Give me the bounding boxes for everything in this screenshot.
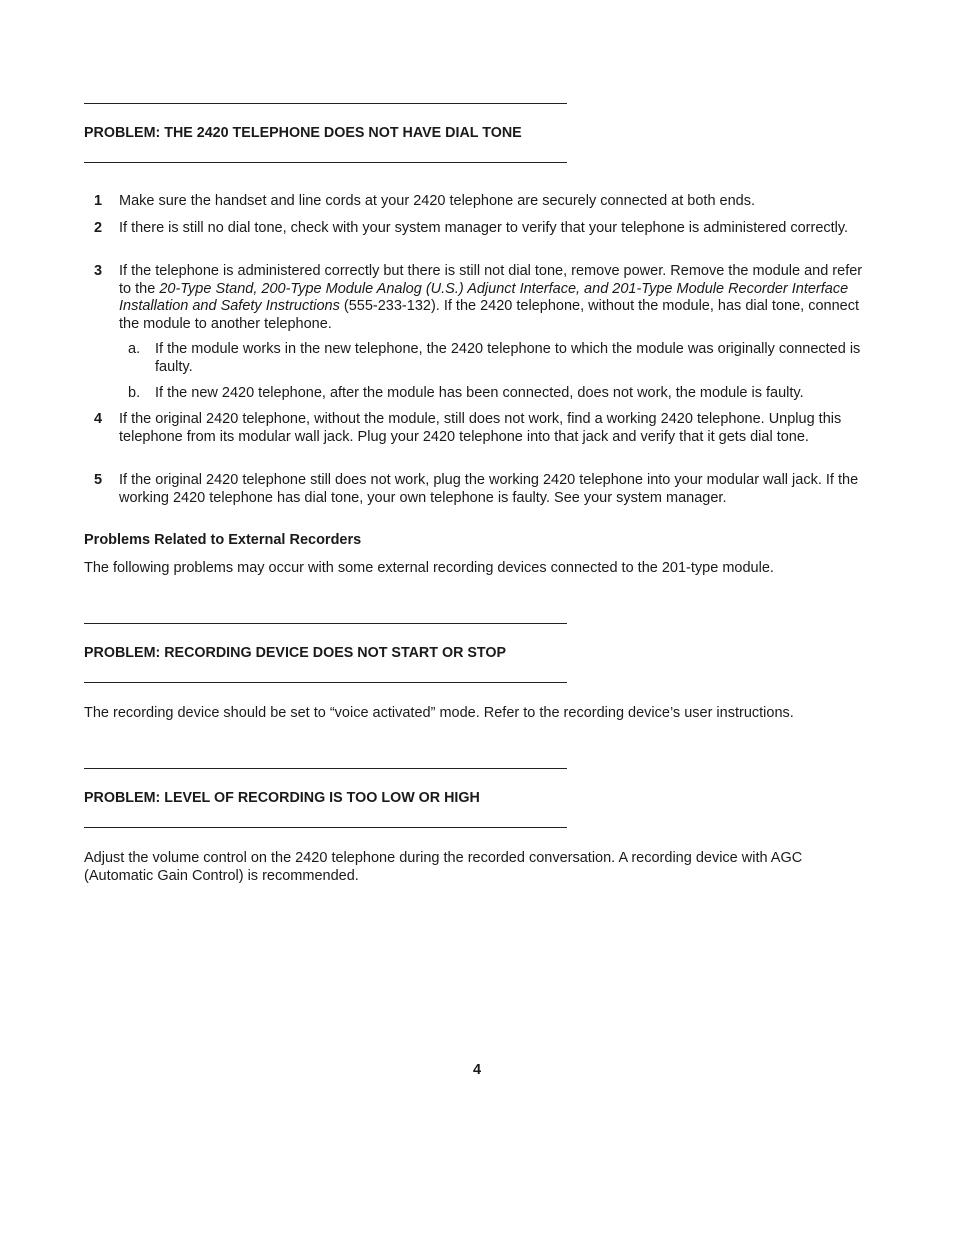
step-number: 3: [94, 263, 103, 279]
step-text: Make sure the handset and line cords at your 2420 telephone are securely connected at both ends.: [119, 193, 756, 209]
section-heading-recording-level: PROBLEM: LEVEL OF RECORDING IS TOO LOW OR HIGH: [84, 790, 480, 806]
step-number: 5: [94, 472, 103, 488]
step-text: If the original 2420 telephone still does not work, plug the working 2420 telephone into your modular wall jack. If the working 2420 telephone has dial tone, your own telephone is faulty. See your system manager.: [119, 472, 859, 506]
step-number: 4: [94, 411, 103, 427]
substep-letter: b.: [128, 385, 141, 401]
step-text: If there is still no dial tone, check with your system manager to verify that your telephone is administered correctly.: [119, 220, 849, 236]
substep-text: If the new 2420 telephone, after the module has been connected, does not work, the module is faulty.: [155, 385, 804, 401]
recorders-intro: The following problems may occur with some external recording devices connected to the 201-type module.: [84, 560, 774, 576]
document-title-reference: 20-Type Stand, 200-Type Module Analog (U.S.) Adjunct Interface, and 201-Type Module Recorder Interface Installation and Safety Instructions: [119, 280, 849, 314]
section-heading-recording-device: PROBLEM: RECORDING DEVICE DOES NOT START OR STOP: [84, 645, 507, 661]
step-text: [119, 263, 874, 333]
page-number: 4: [472, 1062, 482, 1078]
step-text-after: (555-233-132). If the 2420 telephone, without the module, has dial tone, connect the module to another telephone.: [119, 298, 859, 332]
heading-rule-top: [84, 623, 567, 624]
heading-rule-top: [84, 103, 567, 104]
step-number: 2: [94, 220, 103, 236]
step-number: 1: [94, 193, 103, 209]
heading-rule-bottom: [84, 827, 567, 828]
substep-letter: a.: [128, 341, 141, 357]
section-heading-dial-tone: PROBLEM: THE 2420 TELEPHONE DOES NOT HAVE DIAL TONE: [84, 125, 522, 141]
heading-rule-bottom: [84, 682, 567, 683]
heading-rule-top: [84, 768, 567, 769]
subheading-external-recorders: Problems Related to External Recorders: [84, 532, 362, 548]
recording-device-text: The recording device should be set to “voice activated” mode. Refer to the recording device’s user instructions.: [84, 705, 794, 721]
step-text-before: If the telephone is administered correctly but there is still not dial tone, remove power. Remove the module and refer to the: [119, 263, 863, 297]
heading-rule-bottom: [84, 162, 567, 163]
step-text: If the original 2420 telephone, without the module, still does not work, find a working 2420 telephone. Unplug this telephone from its modular wall jack. Plug your 2420 telephone into that jack and verify that it gets dial tone.: [119, 411, 842, 445]
substep-text: If the module works in the new telephone, the 2420 telephone to which the module was originally connected is faulty.: [155, 341, 861, 375]
recording-level-text: Adjust the volume control on the 2420 telephone during the recorded conversation. A recording device with AGC (Automatic Gain Control) is recommended.: [84, 850, 803, 884]
